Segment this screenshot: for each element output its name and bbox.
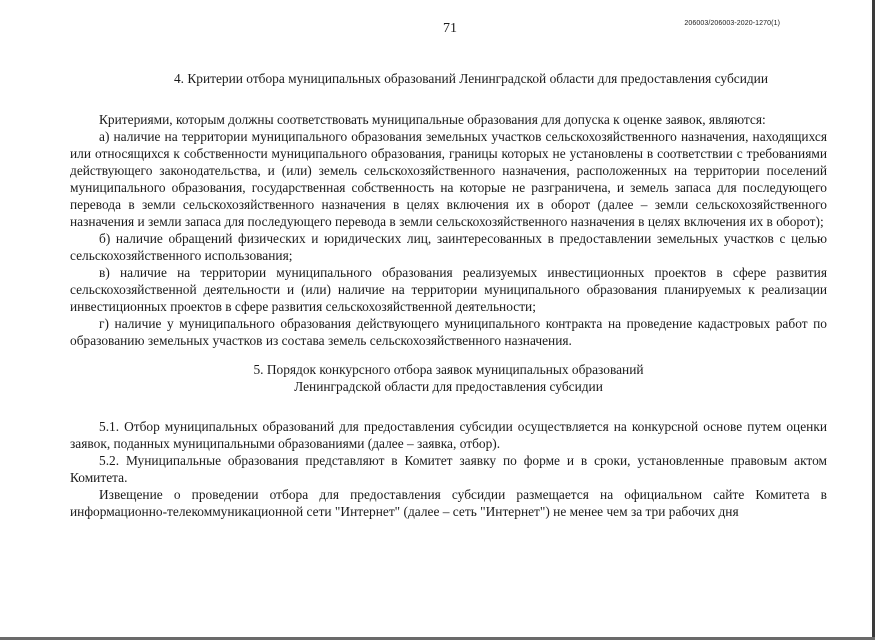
- criterion-g: г) наличие у муниципального образования действующего муниципального контракта на проведение кадастровых работ по образованию земельных участков из состава земель сельскохозяйственного назначения.: [70, 316, 827, 348]
- criterion-a: а) наличие на территории муниципального образования земельных участков сельскохозяйственного назначения, находящихся или относящихся к собственности муниципального образования, границы которых не установлены в соответствии с требованиями действующего законодательства, и (или) земель сельскохозяйственного назначения, расположенных на территории поселений муниципального образования, государственная собственность на которые не разграничена, и земель запаса для последующего перевода в земли сельскохозяйственного назначения в целях включения их в оборот (далее – земли сельскохозяйственного назначения и земли запаса для последующего перевода в земли сельскохозяйственного назначения в целях включения их в оборот);: [70, 129, 827, 229]
- section-4-intro: Критериями, которым должны соответствовать муниципальные образования для допуска к оценке заявок, являются:: [99, 112, 766, 127]
- paragraph-5-1: 5.1. Отбор муниципальных образований для предоставления субсидии осуществляется на конкурсной основе путем оценки заявок, поданных муниципальными образованиями (далее – заявка, отбор).: [70, 419, 827, 451]
- document-code: 206003/206003-2020-1270(1): [684, 20, 780, 27]
- section-5-heading-line-2: Ленинградской области для предоставления субсидии: [294, 379, 603, 394]
- criterion-b: б) наличие обращений физических и юридических лиц, заинтересованных в предоставлении земельных участков с целью сельскохозяйственного использования;: [70, 231, 827, 263]
- paragraph-notice: Извещение о проведении отбора для предоставления субсидии размещается на официальном сайте Комитета в информационно-телекоммуникационной сети "Интернет" (далее – сеть "Интернет") не менее чем за три рабочих дня: [70, 487, 827, 519]
- section-5-heading-line-1: 5. Порядок конкурсного отбора заявок муниципальных образований: [253, 362, 644, 377]
- paragraph-5-2: 5.2. Муниципальные образования представляют в Комитет заявку по форме и в сроки, установленные правовым актом Комитета.: [70, 453, 827, 485]
- section-4-heading: 4. Критерии отбора муниципальных образований Ленинградской области для предоставления субсидии: [173, 71, 769, 86]
- document-body: [70, 70, 827, 520]
- criterion-v: в) наличие на территории муниципального образования реализуемых инвестиционных проектов в сфере развития сельскохозяйственной деятельности и (или) наличие на территории муниципального образования планируемых к реализации инвестиционных проектов в сфере развития сельскохозяйственной деятельности;: [70, 265, 827, 314]
- section-5-heading: [70, 361, 827, 395]
- page-number: 71: [443, 21, 457, 36]
